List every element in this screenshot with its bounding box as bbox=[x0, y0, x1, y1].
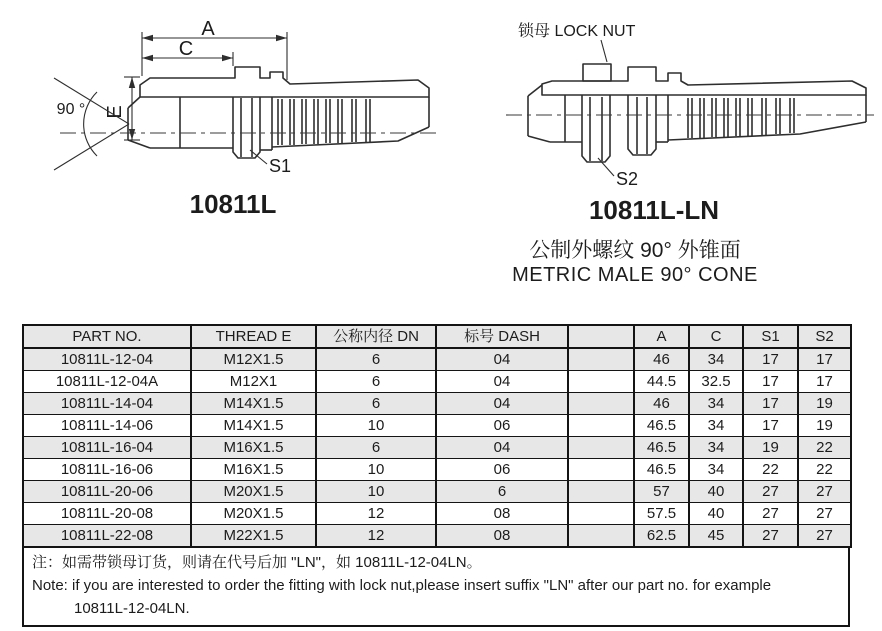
table-cell: 27 bbox=[743, 481, 798, 503]
table-cell: 22 bbox=[743, 459, 798, 481]
table-cell: 40 bbox=[689, 481, 743, 503]
table-cell: 46 bbox=[634, 348, 689, 371]
table-cell: M16X1.5 bbox=[191, 437, 316, 459]
table-cell: 10811L-12-04A bbox=[23, 371, 191, 393]
angle-annotation bbox=[54, 78, 129, 170]
table-cell: 40 bbox=[689, 503, 743, 525]
table-cell: 04 bbox=[436, 437, 568, 459]
table-cell: 45 bbox=[689, 525, 743, 548]
table-row bbox=[23, 459, 851, 481]
table-cell: 10811L-20-08 bbox=[23, 503, 191, 525]
table-row bbox=[23, 525, 851, 548]
table-cell bbox=[568, 525, 634, 548]
table-header-row bbox=[23, 325, 851, 348]
table-cell: 04 bbox=[436, 393, 568, 415]
table-cell: 10811L-20-06 bbox=[23, 481, 191, 503]
table-cell: 32.5 bbox=[689, 371, 743, 393]
col-header-s1: S1 bbox=[743, 325, 798, 348]
note-box bbox=[22, 548, 850, 627]
table-cell: 19 bbox=[743, 437, 798, 459]
caption-right: 10811L-LN bbox=[588, 195, 720, 225]
dim-c-label: C bbox=[178, 38, 194, 60]
table-row bbox=[23, 415, 851, 437]
table-cell: 27 bbox=[798, 525, 851, 548]
table-row bbox=[23, 348, 851, 371]
table-row bbox=[23, 503, 851, 525]
table-cell: 27 bbox=[798, 481, 851, 503]
table-cell: M20X1.5 bbox=[191, 503, 316, 525]
dim-e-label: E bbox=[104, 105, 126, 119]
table-cell: 22 bbox=[798, 437, 851, 459]
table-cell: 34 bbox=[689, 393, 743, 415]
table-cell: 46.5 bbox=[634, 459, 689, 481]
col-header-part-no: PART NO. bbox=[23, 325, 191, 348]
lock-nut-callout bbox=[518, 21, 636, 62]
col-header-s2: S2 bbox=[798, 325, 851, 348]
col-header-thread-e: THREAD E bbox=[191, 325, 316, 348]
table-cell: 04 bbox=[436, 348, 568, 371]
table-cell: 19 bbox=[798, 415, 851, 437]
product-title-zh: 公制外螺纹 90° 外锥面 bbox=[529, 239, 741, 262]
table-cell bbox=[568, 481, 634, 503]
s1-callout bbox=[250, 150, 291, 176]
table-cell: 06 bbox=[436, 459, 568, 481]
table-cell: 34 bbox=[689, 459, 743, 481]
spec-table-body bbox=[23, 348, 851, 547]
table-cell bbox=[568, 371, 634, 393]
s1-label: S1 bbox=[269, 156, 292, 176]
fitting-body-section bbox=[140, 67, 429, 97]
table-cell: 46.5 bbox=[634, 415, 689, 437]
spec-table bbox=[22, 324, 852, 548]
barb-ribs bbox=[688, 98, 794, 138]
table-cell bbox=[568, 348, 634, 371]
table-cell: 12 bbox=[316, 503, 436, 525]
note-line-example: 10811L-12-04LN. bbox=[74, 600, 190, 617]
col-header-dash: 标号 DASH bbox=[436, 325, 568, 348]
table-cell: 44.5 bbox=[634, 371, 689, 393]
col-header-spacer bbox=[568, 325, 634, 348]
angle-label: 90 ° bbox=[56, 101, 86, 118]
product-title bbox=[400, 238, 870, 288]
table-cell: 17 bbox=[798, 348, 851, 371]
table-cell: 34 bbox=[689, 437, 743, 459]
table-cell: 17 bbox=[743, 415, 798, 437]
table-cell: M12X1 bbox=[191, 371, 316, 393]
table-row bbox=[23, 371, 851, 393]
table-cell: 10811L-14-06 bbox=[23, 415, 191, 437]
table-cell: 6 bbox=[316, 371, 436, 393]
lock-nut-section bbox=[583, 64, 611, 81]
table-cell: 17 bbox=[743, 348, 798, 371]
table-cell: 6 bbox=[436, 481, 568, 503]
table-cell: 27 bbox=[743, 525, 798, 548]
table-row bbox=[23, 481, 851, 503]
table-cell: M14X1.5 bbox=[191, 393, 316, 415]
table-cell bbox=[568, 393, 634, 415]
table-cell: 10811L-14-04 bbox=[23, 393, 191, 415]
table-cell: M20X1.5 bbox=[191, 481, 316, 503]
product-title-en: METRIC MALE 90° CONE bbox=[512, 264, 758, 286]
table-cell: 57 bbox=[634, 481, 689, 503]
table-cell: 10811L-16-04 bbox=[23, 437, 191, 459]
table-cell: 10 bbox=[316, 459, 436, 481]
table-cell bbox=[568, 437, 634, 459]
table-cell: 6 bbox=[316, 393, 436, 415]
table-cell bbox=[568, 459, 634, 481]
table-cell: 34 bbox=[689, 348, 743, 371]
table-row bbox=[23, 437, 851, 459]
table-cell: 19 bbox=[798, 393, 851, 415]
table-cell: 34 bbox=[689, 415, 743, 437]
spec-table-section bbox=[22, 324, 850, 627]
table-cell: 17 bbox=[743, 371, 798, 393]
table-cell: 22 bbox=[798, 459, 851, 481]
table-cell: 08 bbox=[436, 525, 568, 548]
table-cell: 57.5 bbox=[634, 503, 689, 525]
table-cell: 10 bbox=[316, 415, 436, 437]
table-cell: 10811L-22-08 bbox=[23, 525, 191, 548]
table-cell: 06 bbox=[436, 415, 568, 437]
table-cell bbox=[568, 415, 634, 437]
fitting-drawing-10811l-ln bbox=[450, 15, 878, 230]
table-cell: 17 bbox=[798, 371, 851, 393]
table-row bbox=[23, 393, 851, 415]
note-line-en: Note: if you are interested to order the fitting with lock nut,please insert suffix "LN" after our part no. for example bbox=[32, 577, 772, 594]
barb-ribs bbox=[278, 99, 370, 145]
table-cell: 27 bbox=[798, 503, 851, 525]
table-cell: 10811L-12-04 bbox=[23, 348, 191, 371]
caption-left: 10811L bbox=[189, 189, 277, 219]
lock-nut-label: 锁母 LOCK NUT bbox=[518, 23, 636, 40]
table-cell: 10 bbox=[316, 481, 436, 503]
table-cell: 46.5 bbox=[634, 437, 689, 459]
dimension-e bbox=[104, 77, 140, 140]
table-cell: 27 bbox=[743, 503, 798, 525]
table-cell: M12X1.5 bbox=[191, 348, 316, 371]
col-header-dn: 公称内径 DN bbox=[316, 325, 436, 348]
table-cell: 10811L-16-06 bbox=[23, 459, 191, 481]
s2-label: S2 bbox=[616, 169, 639, 189]
fitting-drawing-10811l bbox=[25, 15, 445, 230]
dimension-a bbox=[142, 18, 287, 80]
table-cell: M22X1.5 bbox=[191, 525, 316, 548]
table-cell: 6 bbox=[316, 437, 436, 459]
table-cell: M14X1.5 bbox=[191, 415, 316, 437]
note-line-zh: 注：如需带锁母订货，则请在代号后加 "LN"，如 10811L-12-04LN。 bbox=[32, 554, 482, 571]
table-cell: 62.5 bbox=[634, 525, 689, 548]
table-cell: 04 bbox=[436, 371, 568, 393]
table-cell: 17 bbox=[743, 393, 798, 415]
fitting-outline bbox=[128, 97, 429, 158]
fitting-outline bbox=[528, 85, 866, 162]
table-cell: 6 bbox=[316, 348, 436, 371]
col-header-a: A bbox=[634, 325, 689, 348]
dim-a-label: A bbox=[201, 18, 215, 40]
dimension-c bbox=[142, 38, 233, 66]
table-cell: 08 bbox=[436, 503, 568, 525]
col-header-c: C bbox=[689, 325, 743, 348]
table-cell: 12 bbox=[316, 525, 436, 548]
table-cell: 46 bbox=[634, 393, 689, 415]
table-cell: M16X1.5 bbox=[191, 459, 316, 481]
table-cell bbox=[568, 503, 634, 525]
